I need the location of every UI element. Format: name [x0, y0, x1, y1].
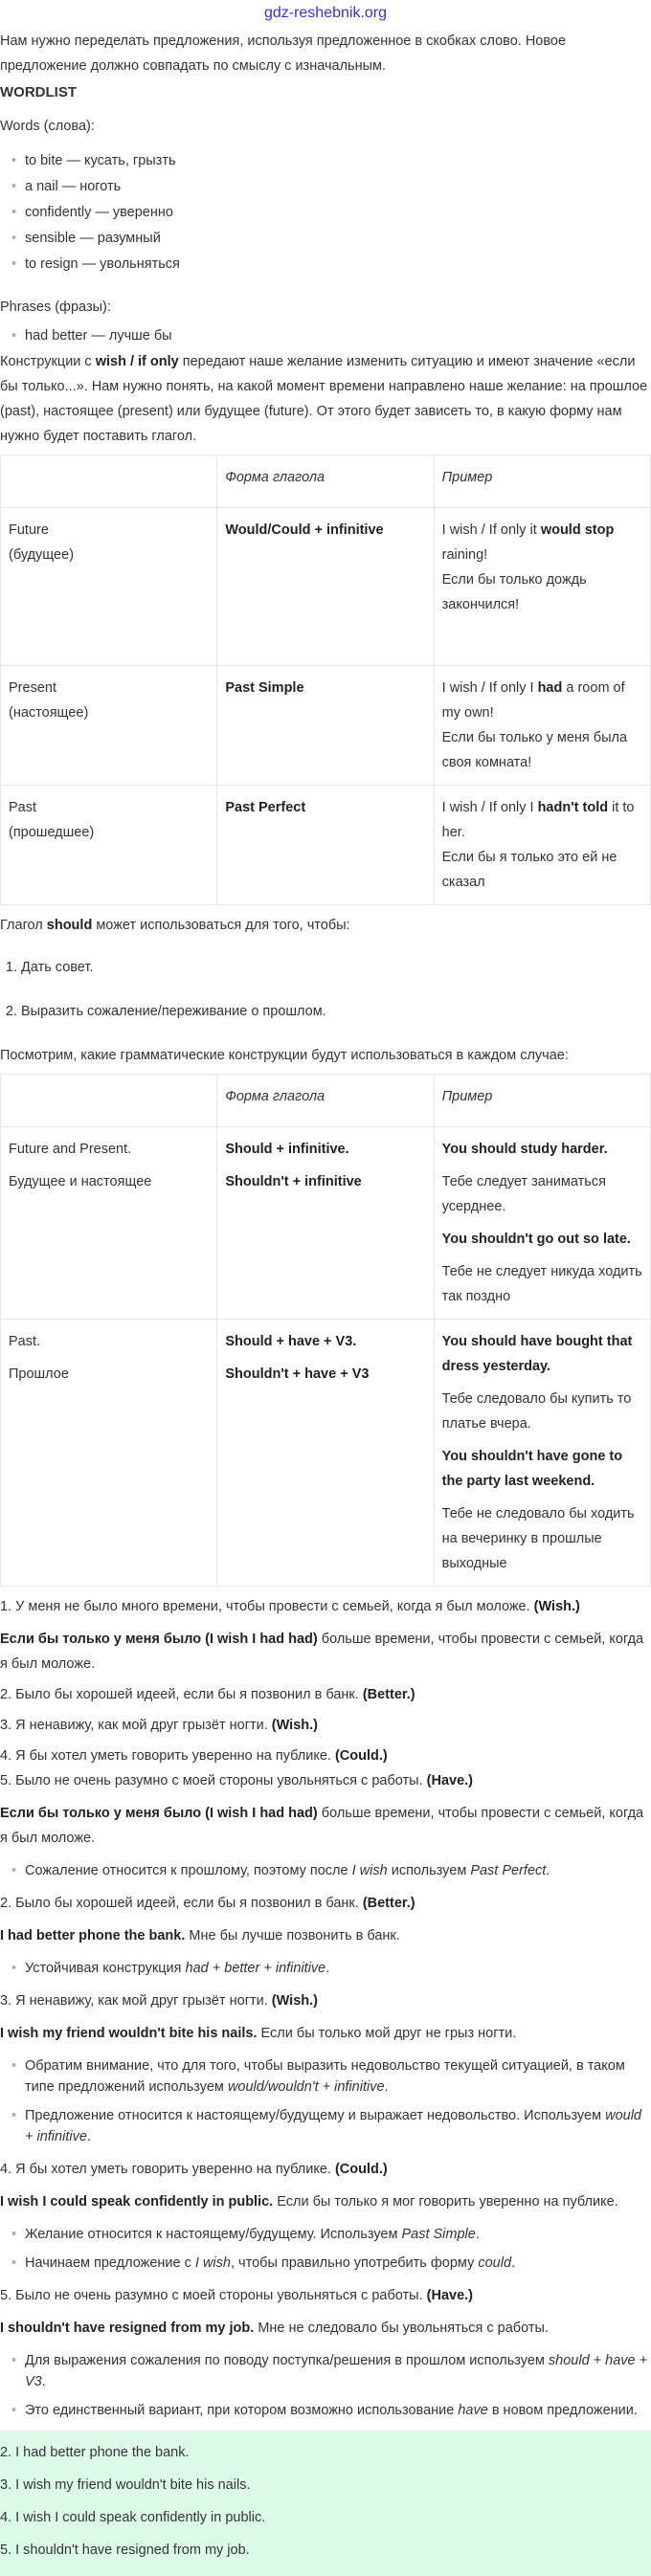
ex: raining! — [441, 547, 488, 563]
text: would/wouldn't + infinitive — [227, 2079, 385, 2095]
list-item: • a nail — ноготь — [21, 174, 651, 200]
ex-ru: Тебе следовало бы купить то платье вчера. — [441, 1391, 632, 1432]
text: (Wish.) — [271, 1993, 318, 2009]
text: 4. Я бы хотел уметь говорить уверенно на публике. — [0, 2162, 335, 2177]
table-row — [1, 508, 651, 666]
solutions — [0, 1801, 651, 2421]
text: should — [46, 918, 93, 933]
text: (Better.) — [362, 1896, 415, 1911]
note — [21, 2350, 651, 2392]
text: Это единственный вариант, при котором возможно использование — [25, 2403, 459, 2418]
text: should + have + V3 — [25, 2353, 648, 2389]
wish-text — [0, 349, 651, 449]
text: I wish my friend wouldn't bite his nails. — [0, 2026, 258, 2041]
text: . — [86, 2129, 91, 2144]
table-row — [1, 1127, 651, 1320]
text: had + better + infinitive — [185, 1961, 326, 1976]
note — [21, 2253, 651, 2274]
note — [21, 2224, 651, 2245]
time-ru: Будущее и настоящее — [9, 1174, 152, 1189]
ex: You should have bought that dress yesterday. — [441, 1334, 633, 1374]
time-ru: (будущее) — [9, 547, 75, 563]
table-row — [1, 666, 651, 786]
header-cell — [1, 1075, 217, 1127]
text: 5. Было не очень разумно с моей стороны увольняться с работы. — [0, 2288, 427, 2303]
form: Should + infinitive. — [225, 1142, 349, 1157]
text: больше времени, чтобы провести с семьей, когда я был моложе. — [0, 1632, 644, 1672]
solution-answer — [0, 1923, 651, 1948]
list-item: • to bite — кусать, грызть — [21, 148, 651, 174]
should-text — [0, 913, 651, 938]
form: Past Simple — [225, 680, 304, 696]
text: wish / if only — [95, 354, 179, 369]
task — [0, 1713, 651, 1738]
text: 2. Было бы хорошей идеей, если бы я позвонил в банк. — [0, 1896, 363, 1911]
text: I shouldn't have resigned from my job. — [0, 2321, 255, 2336]
task — [0, 1768, 651, 1793]
text: 5. Было не очень разумно с моей стороны увольняться с работы. — [0, 1773, 427, 1788]
text: Сожаление относится к прошлому, поэтому после — [25, 1863, 352, 1878]
solution-notes — [0, 2055, 651, 2147]
text: (Wish.) — [271, 1718, 318, 1733]
ex-ru: Если бы только дождь закончился! — [441, 572, 587, 612]
solution-notes — [0, 1958, 651, 1979]
solution-answer — [0, 2189, 651, 2214]
ex: would stop — [540, 522, 615, 538]
text: I had better phone the bank. — [0, 1928, 186, 1943]
words-list — [0, 148, 651, 278]
text: 3. Я ненавижу, как мой друг грызёт ногти. — [0, 1718, 272, 1733]
time-ru: (прошедшее) — [9, 825, 95, 840]
ex: a room of my own! — [441, 680, 625, 721]
text: 4. Я бы хотел уметь говорить уверенно на публике. — [0, 1748, 335, 1764]
text: Мне не следовало бы увольняться с работы. — [254, 2321, 549, 2336]
solution-notes — [0, 1860, 651, 1881]
text: Предложение относится к настоящему/будущему и выражает недовольство. Используем — [25, 2108, 606, 2123]
list-item: 2. Выразить сожаление/переживание о прошлом. — [21, 999, 651, 1024]
text: 3. Я ненавижу, как мой друг грызёт ногти. — [0, 1993, 272, 2009]
text: would + infinitive — [25, 2108, 641, 2144]
time: Present — [9, 680, 56, 696]
solution-notes — [0, 2224, 651, 2274]
text: в новом предложении. — [487, 2403, 638, 2418]
list-item: • had better — лучше бы — [21, 323, 651, 349]
text: Мне бы лучше позвонить в банк. — [185, 1928, 400, 1943]
ex-ru: Тебе не следовало бы ходить на вечеринку в прошлые выходные — [441, 1506, 635, 1571]
text: может использоваться для того, чтобы: — [92, 918, 350, 933]
text: , чтобы правильно употребить форму — [230, 2255, 479, 2271]
text: Past Perfect — [470, 1863, 547, 1878]
text: 1. У меня не было много времени, чтобы провести с семьей, когда я был моложе. — [0, 1599, 534, 1614]
note — [21, 2055, 651, 2098]
list-item: 1. Дать совет. — [21, 955, 651, 980]
task — [0, 2283, 651, 2308]
phrases-list — [0, 323, 651, 349]
text: больше времени, чтобы провести с семьей, когда я был моложе. — [0, 1806, 644, 1846]
note — [21, 2400, 651, 2421]
text: I wish — [351, 1863, 388, 1878]
text: передают наше желание изменить ситуацию и имеют значение «если бы только...». Нам нужно понять, на какой момент времени направлено наше желание: на прошлое (past), настоящее (present) или будущее (future). От этого будет зависеть то, в какую форму нам нужно будет поставить глагол. — [0, 354, 648, 444]
ex: You shouldn't have gone to the party last weekend. — [441, 1449, 623, 1489]
header-cell: Пример — [434, 455, 650, 508]
table-row — [1, 1320, 651, 1587]
solution-answer — [0, 2316, 651, 2341]
task — [0, 1891, 651, 1916]
ex-ru: Если бы я только это ей не сказал — [441, 850, 617, 890]
ex: You should study harder. — [441, 1142, 608, 1157]
task — [0, 2157, 651, 2182]
text: (Have.) — [426, 2288, 473, 2303]
text: Для выражения сожаления по поводу поступка/решения в прошлом используем — [25, 2353, 549, 2368]
time: Past — [9, 800, 37, 815]
form: Would/Could + infinitive — [225, 522, 384, 538]
text: (Could.) — [334, 1748, 388, 1764]
text: I wish I could speak confidently in public. — [0, 2194, 274, 2210]
solution-notes — [0, 2350, 651, 2421]
phrases-label: Phrases (фразы): — [0, 300, 111, 315]
task — [0, 1682, 651, 1707]
text: используем — [387, 1863, 471, 1878]
first-answer — [0, 1627, 651, 1677]
text: (Wish.) — [533, 1599, 580, 1614]
task — [0, 1594, 651, 1619]
list-item: • to resign — увольняться — [21, 252, 651, 278]
time: Future and Present. — [9, 1142, 132, 1157]
time: Future — [9, 522, 49, 538]
form: Should + have + V3. — [225, 1334, 357, 1349]
form: Shouldn't + have + V3 — [225, 1366, 370, 1382]
text: Past Simple — [401, 2227, 476, 2242]
answer: 5. I shouldn't have resigned from my job. — [0, 2543, 250, 2558]
text: Если бы только мой друг не грыз ногти. — [257, 2026, 517, 2041]
task — [0, 1988, 651, 2013]
header-cell: Форма глагола — [217, 1075, 434, 1127]
look-text: Посмотрим, какие грамматические конструкции будут использоваться в каждом случае: — [0, 1048, 569, 1063]
header-cell: Пример — [434, 1075, 650, 1127]
task — [0, 1743, 651, 1768]
intro: Нам нужно переделать предложения, используя предложенное в скобках слово. Новое предложение должно совпадать по смыслу с изначальным. — [0, 33, 567, 74]
text: I wish — [194, 2255, 231, 2271]
text: . — [546, 1863, 550, 1878]
text: (Better.) — [362, 1687, 415, 1702]
list-item: • confidently — уверенно — [21, 200, 651, 226]
text: Конструкции с — [0, 354, 96, 369]
should-uses — [0, 955, 651, 1024]
ex-ru: Тебе следует заниматься усерднее. — [441, 1174, 606, 1214]
note — [21, 2105, 651, 2147]
ex: You shouldn't go out so late. — [441, 1232, 631, 1247]
time-ru: (настоящее) — [9, 705, 89, 721]
text: . — [384, 2079, 389, 2095]
ex: I wish / If only I — [441, 800, 538, 815]
answer: 3. I wish my friend wouldn't bite his nails. — [0, 2477, 251, 2493]
text: (Could.) — [334, 2162, 388, 2177]
text: Устойчивая конструкция — [25, 1961, 186, 1976]
text: (Have.) — [426, 1773, 473, 1788]
text: could — [478, 2255, 512, 2271]
words-label: Words (слова): — [0, 119, 95, 134]
ex: had — [537, 680, 563, 696]
watermark: gdz-reshebnik.org — [263, 5, 388, 21]
list-item: • sensible — разумный — [21, 226, 651, 252]
ex-ru: Если бы только у меня была своя комната! — [441, 730, 628, 770]
header-cell: Форма глагола — [217, 455, 434, 508]
form: Shouldn't + infinitive — [225, 1174, 362, 1189]
ex: hadn't told — [537, 800, 609, 815]
text: Обратим внимание, что для того, чтобы выразить недовольство текущей ситуацией, в таком типе предложений используем — [25, 2058, 625, 2095]
header-cell — [1, 455, 217, 508]
final-answers — [0, 2431, 651, 2576]
ex-ru: Тебе не следует никуда ходить так поздно — [441, 1264, 642, 1304]
wish-table — [0, 455, 651, 905]
table-row — [1, 786, 651, 905]
ex: it to her. — [441, 800, 635, 840]
note — [21, 1860, 651, 1881]
text: Глагол — [0, 918, 47, 933]
text: Если бы только у меня было (I wish I had had) — [0, 1806, 318, 1821]
answer: 2. I had better phone the bank. — [0, 2445, 190, 2460]
text: Желание относится к настоящему/будущему. Используем — [25, 2227, 402, 2242]
text: have — [458, 2403, 488, 2418]
ex: I wish / If only it — [441, 522, 541, 538]
text: . — [475, 2227, 480, 2242]
time: Past. — [9, 1334, 41, 1349]
time-ru: Прошлое — [9, 1366, 69, 1382]
text: . — [326, 1961, 330, 1976]
note — [21, 1958, 651, 1979]
wordlist-title: WORDLIST — [0, 84, 77, 100]
form: Past Perfect — [225, 800, 306, 815]
answer: 4. I wish I could speak confidently in public. — [0, 2510, 266, 2525]
text: 2. Было бы хорошей идеей, если бы я позвонил в банк. — [0, 1687, 363, 1702]
tasks — [0, 1594, 651, 1793]
text: Начинаем предложение с — [25, 2255, 195, 2271]
text: . — [41, 2374, 46, 2389]
solution-answer — [0, 1801, 651, 1851]
text: Если бы только у меня было (I wish I had had) — [0, 1632, 318, 1647]
ex: I wish / If only I — [441, 680, 538, 696]
should-table — [0, 1074, 651, 1587]
text: . — [511, 2255, 516, 2271]
text: Если бы только я мог говорить уверенно на публике. — [273, 2194, 618, 2210]
solution-answer — [0, 2021, 651, 2046]
